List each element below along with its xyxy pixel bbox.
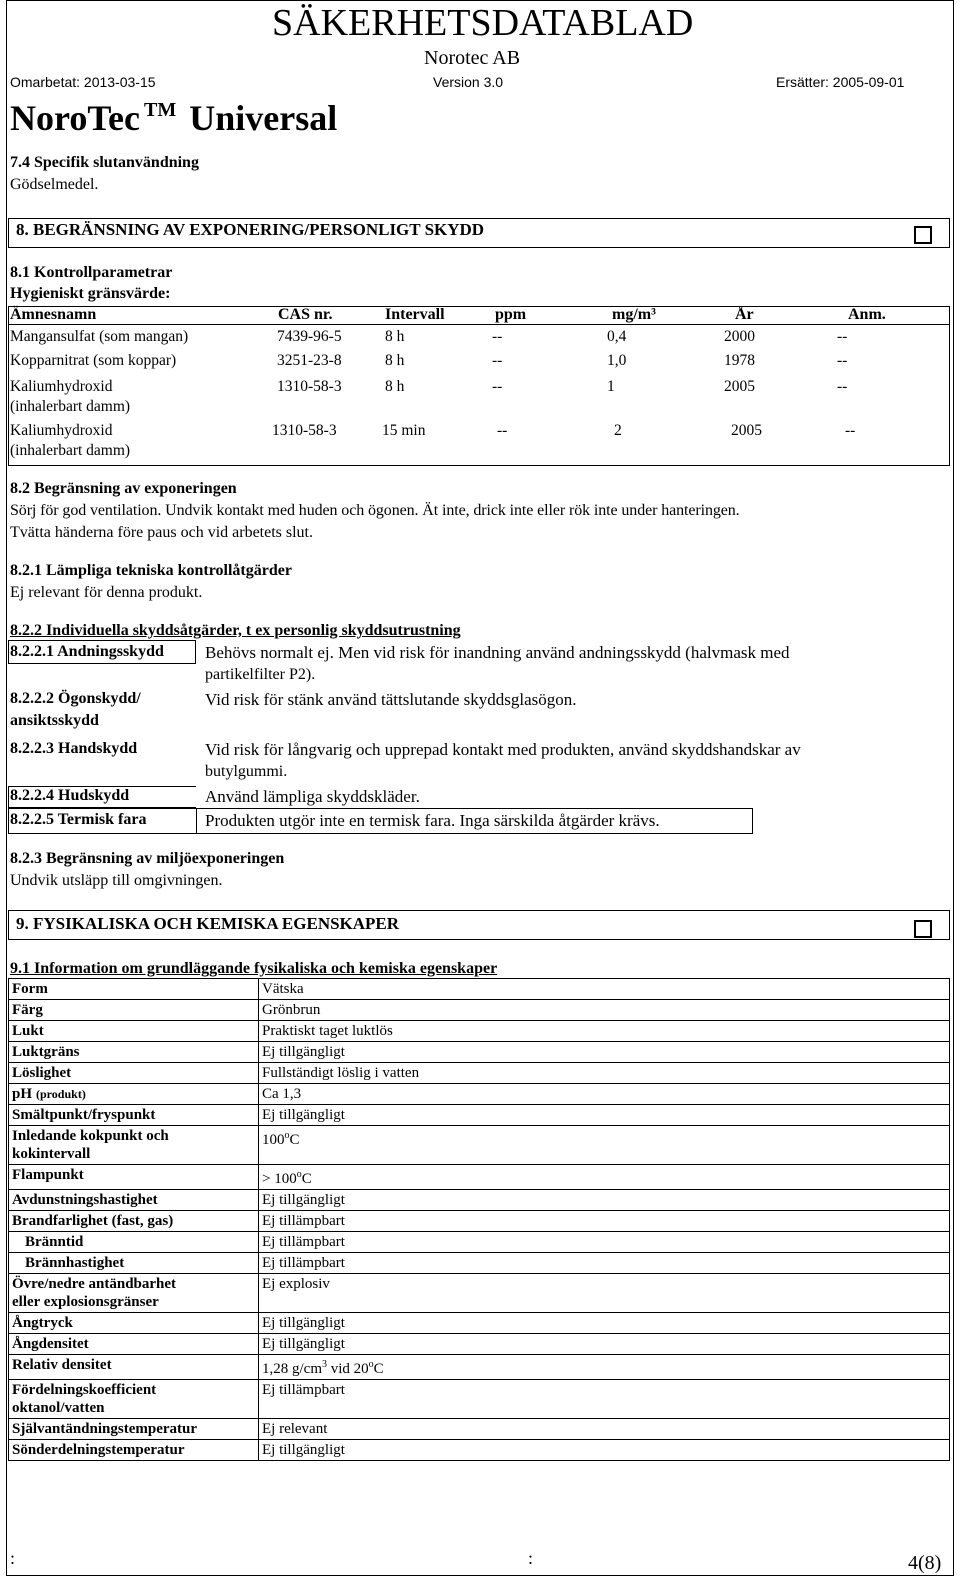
- property-value-text: Vätska: [262, 981, 304, 997]
- table-row: [0, 422, 960, 462]
- property-value-text: Ej tillgängligt: [262, 1192, 345, 1208]
- property-value: [259, 1313, 950, 1334]
- property-label-text: pH: [12, 1086, 33, 1102]
- property-value: [259, 1253, 950, 1274]
- cell-year: 1978: [724, 352, 755, 369]
- cell-name: Kaliumhydroxid: [10, 378, 113, 395]
- property-value: [259, 1000, 950, 1021]
- ppe-skin-text: Använd lämpliga skyddskläder.: [205, 787, 420, 806]
- property-value-text: 1,28 g/cm: [262, 1361, 322, 1377]
- property-value: [259, 1063, 950, 1084]
- table-row: [0, 378, 960, 418]
- property-value-text: Ej tillgängligt: [262, 1315, 345, 1331]
- ppe-hand-label: 8.2.2.3 Handskydd: [10, 740, 138, 757]
- property-value: [259, 1084, 950, 1105]
- cell-mg: 1,0: [607, 352, 627, 369]
- property-label: [9, 1211, 259, 1232]
- property-value: [259, 1190, 950, 1211]
- col-header-ppm: ppm: [495, 306, 527, 323]
- property-label: [9, 1126, 259, 1165]
- cell-interval: 15 min: [382, 422, 426, 439]
- property-value-text: C: [373, 1361, 384, 1377]
- property-value-text: Grönbrun: [262, 1002, 321, 1018]
- property-label-line2: oktanol/vatten: [12, 1400, 105, 1416]
- property-row: [9, 1084, 950, 1105]
- property-label-text: Ångtryck: [12, 1315, 73, 1331]
- cell-name: Kaliumhydroxid: [10, 422, 113, 439]
- footer-colon-left: :: [10, 1548, 16, 1568]
- property-value-sup: o: [368, 1359, 374, 1370]
- product-name-main: NoroTec: [10, 98, 140, 138]
- property-label: [9, 979, 259, 1000]
- property-label: [9, 1355, 259, 1380]
- section-8-2-2-heading: 8.2.2 Individuella skyddsåtgärder, t ex personlig skyddsutrustning: [10, 622, 461, 639]
- cell-name: Mangansulfat (som mangan): [10, 328, 189, 345]
- property-label-text: Brandfarlighet (fast, gas): [12, 1213, 174, 1229]
- cell-note: --: [837, 328, 848, 345]
- property-label: [9, 1105, 259, 1126]
- cell-interval: 8 h: [385, 378, 405, 395]
- property-value: [259, 1105, 950, 1126]
- property-value-sup: o: [296, 1169, 302, 1180]
- cell-name-line2: (inhalerbart damm): [10, 442, 131, 459]
- property-row: [9, 1274, 950, 1313]
- product-name: [10, 88, 337, 140]
- property-label-text: Avdunstningshastighet: [12, 1192, 158, 1208]
- col-header-year: År: [735, 306, 754, 323]
- cell-cas: 1310-58-3: [272, 422, 337, 439]
- cell-ppm: --: [497, 422, 508, 439]
- property-label-text: Flampunkt: [12, 1167, 84, 1183]
- section-9-checkbox[interactable]: [914, 920, 932, 938]
- section-8-checkbox[interactable]: [914, 226, 932, 244]
- property-label: [9, 1190, 259, 1211]
- property-label: [9, 1042, 259, 1063]
- ppe-hand-text: Vid risk för långvarig och upprepad kontakt med produkten, använd skyddshandskar av: [205, 740, 801, 759]
- property-label-text: Smältpunkt/fryspunkt: [12, 1107, 156, 1123]
- section-8-2-1-text: Ej relevant för denna produkt.: [10, 584, 203, 601]
- cell-mg: 1: [607, 378, 615, 395]
- property-row: [9, 1355, 950, 1380]
- ppe-eye-label-line2: ansiktsskydd: [10, 712, 99, 729]
- property-value-text: Ej relevant: [262, 1421, 328, 1437]
- table-row: [0, 352, 960, 372]
- property-row: [9, 1253, 950, 1274]
- cell-ppm: --: [492, 352, 503, 369]
- property-value: [259, 1165, 950, 1190]
- section-8-1-heading: 8.1 Kontrollparametrar: [10, 264, 173, 281]
- property-value-sup: 3: [322, 1359, 327, 1370]
- property-label-text: Ångdensitet: [12, 1336, 89, 1352]
- property-value: [259, 1380, 950, 1419]
- property-value: [259, 1355, 950, 1380]
- property-value-text: Ej tillämpbart: [262, 1213, 345, 1229]
- cell-year: 2000: [724, 328, 755, 345]
- section-9-heading: 9. FYSIKALISKA OCH KEMISKA EGENSKAPER: [16, 914, 400, 933]
- cell-mg: 2: [614, 422, 622, 439]
- section-8-heading: 8. BEGRÄNSNING AV EXPONERING/PERSONLIGT SKYDD: [16, 220, 485, 239]
- property-label: [9, 1232, 259, 1253]
- ppe-therm-label: 8.2.2.5 Termisk fara: [10, 811, 147, 828]
- section-7-4-text: Gödselmedel.: [10, 176, 99, 193]
- property-label-text: Självantändningstemperatur: [12, 1421, 198, 1437]
- property-value-text: 100: [262, 1132, 285, 1148]
- property-value-text: Ej tillämpbart: [262, 1234, 345, 1250]
- section-9-1-heading: 9.1 Information om grundläggande fysikaliska och kemiska egenskaper: [10, 960, 498, 977]
- property-row: [9, 979, 950, 1000]
- property-value-text: Fullständigt löslig i vatten: [262, 1065, 420, 1081]
- property-label-text: Sönderdelningstemperatur: [12, 1442, 185, 1458]
- cell-note: --: [837, 378, 848, 395]
- property-row: [9, 1190, 950, 1211]
- property-label: [9, 1253, 259, 1274]
- property-value-text: Ej tillgängligt: [262, 1044, 345, 1060]
- property-label: [9, 1274, 259, 1313]
- property-value-text: Praktiskt taget luktlös: [262, 1023, 393, 1039]
- property-row: [9, 1000, 950, 1021]
- property-value-text: Ej tillgängligt: [262, 1107, 345, 1123]
- property-label: [9, 1380, 259, 1419]
- property-row: [9, 1021, 950, 1042]
- cell-name-line2: (inhalerbart damm): [10, 398, 131, 415]
- replaces-date: Ersätter: 2005-09-01: [776, 74, 905, 90]
- property-label: [9, 1063, 259, 1084]
- property-row: [9, 1334, 950, 1355]
- ppe-eye-text: Vid risk för stänk använd tättslutande skyddsglasögon.: [205, 690, 577, 709]
- col-header-cas: CAS nr.: [278, 306, 333, 323]
- property-row: [9, 1313, 950, 1334]
- ppe-skin-label: 8.2.2.4 Hudskydd: [10, 787, 130, 804]
- footer-colon-mid: :: [528, 1548, 534, 1568]
- hygienic-limit-label: Hygieniskt gränsvärde:: [10, 285, 171, 302]
- property-row: [9, 1165, 950, 1190]
- property-value: [259, 1232, 950, 1253]
- property-row: [9, 1063, 950, 1084]
- product-name-suffix: Universal: [189, 98, 338, 138]
- trademark: TM: [144, 99, 177, 121]
- doc-title: SÄKERHETSDATABLAD: [272, 2, 694, 44]
- properties-table: [8, 978, 950, 1461]
- property-row: [9, 1126, 950, 1165]
- cell-name: Kopparnitrat (som koppar): [10, 352, 177, 369]
- property-value-text: Ej tillämpbart: [262, 1382, 345, 1398]
- property-row: [9, 1419, 950, 1440]
- property-value: [259, 1334, 950, 1355]
- property-label-text: Luktgräns: [12, 1044, 80, 1060]
- property-value-sup: o: [284, 1130, 290, 1141]
- property-label-text: Färg: [12, 1002, 43, 1018]
- property-value-text: Ej tillämpbart: [262, 1255, 345, 1271]
- property-value: [259, 1274, 950, 1313]
- ppe-eye-label: 8.2.2.2 Ögonskydd/: [10, 690, 141, 707]
- ppe-resp-text: Behövs normalt ej. Men vid risk för inandning använd andningsskydd (halvmask med: [205, 643, 790, 662]
- property-row: [9, 1380, 950, 1419]
- property-label: [9, 1021, 259, 1042]
- ppe-divider: [196, 808, 197, 834]
- cell-mg: 0,4: [607, 328, 627, 345]
- property-row: [9, 1105, 950, 1126]
- property-row: [9, 1440, 950, 1461]
- section-8-2-3-text: Undvik utsläpp till omgivningen.: [10, 872, 223, 889]
- cell-year: 2005: [731, 422, 762, 439]
- property-row: [9, 1042, 950, 1063]
- col-header-note: Anm.: [848, 306, 886, 323]
- cell-cas: 1310-58-3: [277, 378, 342, 395]
- ppe-resp-text-line2: partikelfilter P2).: [205, 666, 316, 683]
- property-label: [9, 1084, 259, 1105]
- property-label-text: Lukt: [12, 1023, 44, 1039]
- property-value: [259, 1126, 950, 1165]
- ppe-resp-label: 8.2.2.1 Andningsskydd: [10, 643, 164, 660]
- property-label: [9, 1165, 259, 1190]
- property-label: [9, 1313, 259, 1334]
- property-value: [259, 979, 950, 1000]
- property-value: [259, 1440, 950, 1461]
- cell-note: --: [845, 422, 856, 439]
- property-label: [9, 1000, 259, 1021]
- property-value-text: Ca 1,3: [262, 1086, 302, 1102]
- property-value: [259, 1211, 950, 1232]
- property-row: [9, 1232, 950, 1253]
- cell-ppm: --: [492, 328, 503, 345]
- property-label-text: Inledande kokpunkt och: [12, 1128, 169, 1144]
- property-label-text: Bränntid: [25, 1234, 84, 1250]
- cell-year: 2005: [724, 378, 755, 395]
- col-header-interval: Intervall: [385, 306, 445, 323]
- cell-note: --: [837, 352, 848, 369]
- ppe-therm-text: Produkten utgör inte en termisk fara. Inga särskilda åtgärder krävs.: [205, 811, 660, 830]
- section-8-2-line1: Sörj för god ventilation. Undvik kontakt med huden och ögonen. Ät inte, drick inte eller rök inte under hanteringen.: [10, 502, 740, 519]
- section-8-2-heading: 8.2 Begränsning av exponeringen: [10, 480, 237, 497]
- property-value: [259, 1042, 950, 1063]
- revised-date: Omarbetat: 2013-03-15: [10, 74, 156, 90]
- cell-interval: 8 h: [385, 328, 405, 345]
- col-header-name: Ämnesnamn: [10, 306, 97, 323]
- property-label-text: Löslighet: [12, 1065, 72, 1081]
- property-value: [259, 1419, 950, 1440]
- property-label-text: Övre/nedre antändbarhet: [12, 1276, 177, 1292]
- property-label: [9, 1334, 259, 1355]
- property-label-small: (produkt): [36, 1087, 86, 1101]
- cell-cas: 3251-23-8: [277, 352, 342, 369]
- property-value-text: Ej explosiv: [262, 1276, 330, 1292]
- cell-cas: 7439-96-5: [277, 328, 342, 345]
- section-8-2-line2: Tvätta händerna före paus och vid arbetets slut.: [10, 524, 313, 541]
- property-label: [9, 1419, 259, 1440]
- exposure-table-header-box: [8, 306, 950, 326]
- property-label-text: Fördelningskoefficient: [12, 1382, 157, 1398]
- cell-ppm: --: [492, 378, 503, 395]
- property-value-text: C: [301, 1171, 312, 1187]
- version: Version 3.0: [433, 74, 504, 90]
- table-row: [0, 328, 960, 348]
- company-name: Norotec AB: [424, 47, 521, 69]
- property-label-text: Brännhastighet: [25, 1255, 125, 1271]
- section-7-4-heading: 7.4 Specifik slutanvändning: [10, 154, 199, 171]
- ppe-hand-text-line2: butylgummi.: [205, 763, 288, 780]
- col-header-mg: mg/m³: [612, 306, 656, 323]
- section-8-2-3-heading: 8.2.3 Begränsning av miljöexponeringen: [10, 850, 285, 867]
- property-label: [9, 1440, 259, 1461]
- property-value-text: > 100: [262, 1171, 297, 1187]
- property-label-text: Form: [12, 981, 48, 997]
- property-value-text: Ej tillgängligt: [262, 1336, 345, 1352]
- cell-interval: 8 h: [385, 352, 405, 369]
- section-8-2-1-heading: 8.2.1 Lämpliga tekniska kontrollåtgärder: [10, 562, 292, 579]
- property-value-text: vid 20: [327, 1361, 369, 1377]
- property-label-text: Relativ densitet: [12, 1357, 112, 1373]
- page-number: 4(8): [908, 1552, 942, 1574]
- property-value-text: C: [289, 1132, 300, 1148]
- property-value-text: Ej tillgängligt: [262, 1442, 345, 1458]
- property-row: [9, 1211, 950, 1232]
- property-label-line2: kokintervall: [12, 1146, 91, 1162]
- property-label-line2: eller explosionsgränser: [12, 1294, 159, 1310]
- property-value: [259, 1021, 950, 1042]
